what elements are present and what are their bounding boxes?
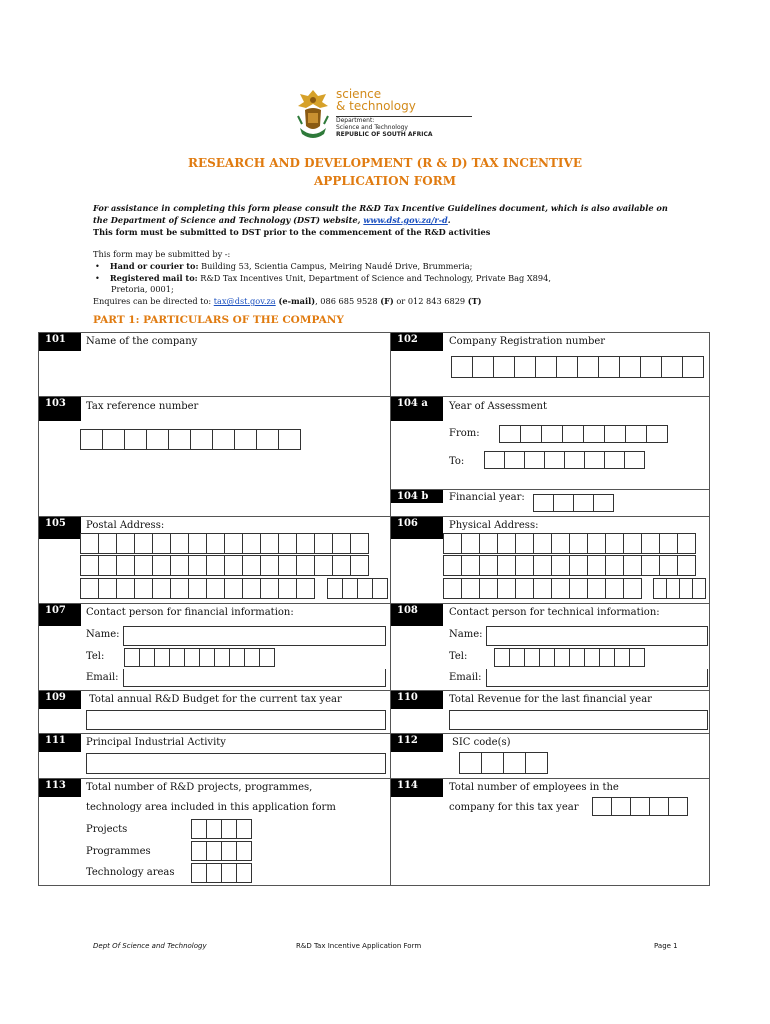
- employees-count-boxes[interactable]: [592, 797, 688, 816]
- badge-111: 111: [39, 734, 81, 752]
- logo-line2: & technology: [336, 99, 416, 113]
- intro-line1: For assistance in completing this form please consult the R&D Tax Incentive Guidelines document, which is also available on: [93, 203, 668, 213]
- footer-center: R&D Tax Incentive Application Form: [296, 942, 422, 950]
- assessment-from-boxes[interactable]: [499, 425, 668, 443]
- label-technical-name: Name:: [449, 629, 483, 640]
- label-employees-line2: company for this tax year: [449, 802, 579, 813]
- label-company-name: Name of the company: [86, 336, 198, 347]
- label-tax-reference: Tax reference number: [86, 401, 199, 412]
- label-postal-address: Postal Address:: [86, 520, 165, 531]
- label-to: To:: [449, 456, 465, 467]
- submission-intro: This form may be submitted by -:: [93, 249, 231, 259]
- label-year-of-assessment: Year of Assessment: [449, 401, 547, 412]
- physical-address-row2[interactable]: [443, 555, 696, 576]
- label-technical-tel: Tel:: [449, 651, 468, 662]
- label-physical-address: Physical Address:: [449, 520, 539, 531]
- label-financial-email: Email:: [86, 672, 119, 683]
- coat-of-arms-icon: [296, 88, 330, 140]
- physical-code-boxes[interactable]: [653, 578, 706, 599]
- badge-103: 103: [39, 397, 81, 421]
- badge-107: 107: [39, 604, 81, 626]
- technology-areas-count-boxes[interactable]: [191, 863, 252, 883]
- badge-105: 105: [39, 517, 81, 539]
- badge-112: 112: [391, 734, 443, 752]
- technical-contact-name-input[interactable]: [486, 626, 708, 646]
- label-financial-contact: Contact person for financial information:: [86, 607, 294, 618]
- postal-address-row3[interactable]: [80, 578, 315, 599]
- badge-113: 113: [39, 779, 81, 797]
- badge-108: 108: [391, 604, 443, 626]
- badge-110: 110: [391, 691, 443, 709]
- sic-code-boxes[interactable]: [459, 752, 548, 774]
- logo-dept2: Science and Technology: [336, 124, 408, 131]
- assessment-to-boxes[interactable]: [484, 451, 645, 469]
- label-rd-budget: Total annual R&D Budget for the current tax year: [89, 694, 342, 705]
- department-logo: [336, 88, 472, 138]
- badge-106: 106: [391, 517, 443, 539]
- intro-line3: This form must be submitted to DST prior to the commencement of the R&D activities: [93, 227, 491, 237]
- label-financial-year: Financial year:: [449, 492, 525, 503]
- postal-code-boxes[interactable]: [327, 578, 388, 599]
- badge-101: 101: [39, 333, 81, 351]
- label-rd-projects-line2: technology area included in this application form: [86, 802, 336, 813]
- total-revenue-input[interactable]: [449, 710, 708, 730]
- financial-year-boxes[interactable]: [533, 494, 614, 512]
- label-technology-areas: Technology areas: [86, 867, 175, 878]
- postal-address-row1[interactable]: [80, 533, 369, 554]
- label-registration-number: Company Registration number: [449, 336, 606, 347]
- financial-contact-name-input[interactable]: [123, 626, 386, 646]
- registered-mail-item-cont: Pretoria, 0001;: [111, 284, 174, 294]
- intro-line2: the Department of Science and Technology (DST) website, www.dst.gov.za/r-d.: [93, 215, 451, 225]
- financial-contact-email-input[interactable]: [123, 669, 386, 687]
- label-financial-tel: Tel:: [86, 651, 105, 662]
- technical-tel-boxes[interactable]: [494, 648, 645, 667]
- badge-104a: 104 a: [391, 397, 443, 421]
- label-total-revenue: Total Revenue for the last financial year: [449, 694, 652, 705]
- tax-reference-boxes[interactable]: [80, 429, 301, 450]
- postal-address-row2[interactable]: [80, 555, 369, 576]
- label-technical-email: Email:: [449, 672, 482, 683]
- label-industrial-activity: Principal Industrial Activity: [86, 737, 226, 748]
- financial-tel-boxes[interactable]: [124, 648, 275, 667]
- dst-website-link[interactable]: www.dst.gov.za/r-d: [363, 215, 448, 225]
- logo-country: REPUBLIC OF SOUTH AFRICA: [336, 131, 433, 138]
- rd-budget-input[interactable]: [86, 710, 386, 730]
- badge-109: 109: [39, 691, 81, 709]
- logo-dept1: Department:: [336, 117, 375, 124]
- logo-line1: science: [336, 87, 382, 101]
- projects-count-boxes[interactable]: [191, 819, 252, 839]
- form-title-line1: RESEARCH AND DEVELOPMENT (R & D) TAX INCENTIVE: [188, 156, 582, 170]
- badge-104b: 104 b: [391, 490, 443, 503]
- label-programmes: Programmes: [86, 846, 151, 857]
- enquiries-line: Enquires can be directed to: tax@dst.gov.za (e-mail), 086 685 9528 (F) or 012 843 6829 (T): [93, 296, 482, 306]
- registered-mail-item: • Registered mail to: R&D Tax Incentives Unit, Department of Science and Technology, Private Bag X894,: [95, 273, 551, 283]
- physical-address-row1[interactable]: [443, 533, 696, 554]
- label-projects: Projects: [86, 824, 128, 835]
- form-title-line2: APPLICATION FORM: [314, 174, 456, 188]
- industrial-activity-input[interactable]: [86, 753, 386, 774]
- part1-heading: PART 1: PARTICULARS OF THE COMPANY: [93, 314, 344, 326]
- label-technical-contact: Contact person for technical information:: [449, 607, 660, 618]
- footer-left: Dept Of Science and Technology: [93, 942, 207, 950]
- label-rd-projects-line1: Total number of R&D projects, programmes,: [86, 782, 313, 793]
- badge-114: 114: [391, 779, 443, 797]
- footer-page-number: Page 1: [654, 942, 678, 950]
- physical-address-row3[interactable]: [443, 578, 642, 599]
- technical-contact-email-input[interactable]: [486, 669, 708, 687]
- enquiry-email-link[interactable]: tax@dst.gov.za: [213, 296, 276, 306]
- label-sic-codes: SIC code(s): [452, 737, 511, 748]
- label-from: From:: [449, 428, 480, 439]
- hand-courier-item: • Hand or courier to: Building 53, Scientia Campus, Meiring Naudé Drive, Brummeria;: [95, 261, 472, 271]
- badge-102: 102: [391, 333, 443, 351]
- programmes-count-boxes[interactable]: [191, 841, 252, 861]
- label-financial-name: Name:: [86, 629, 120, 640]
- registration-number-boxes[interactable]: [451, 356, 704, 378]
- label-employees-line1: Total number of employees in the: [449, 782, 619, 793]
